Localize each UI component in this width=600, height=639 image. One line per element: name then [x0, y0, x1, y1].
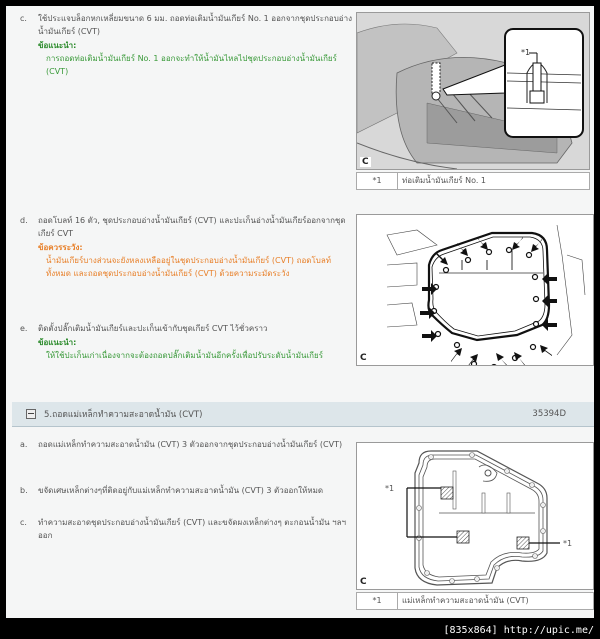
- step-letter: c.: [20, 14, 27, 23]
- section-title: 5.ถอดแม่เหล็กทำความสะอาดน้ำมัน (CVT): [44, 410, 203, 420]
- step-text: ติดตั้งปลั๊กเติมน้ำมันเกียร์และปะเก็นเข้ากับชุดเกียร์ CVT ไว้ชั่วคราว: [38, 324, 268, 333]
- figure-label: C: [360, 353, 367, 363]
- figure-label: C: [360, 577, 367, 587]
- step-text: ถอดแม่เหล็กทำความสะอาดน้ำมัน (CVT) 3 ตัวออกจากชุดประกอบอ่างน้ำมันเกียร์ (CVT): [38, 440, 343, 449]
- hint-title: ข้อแนะนำ:: [38, 41, 77, 50]
- legend-value: ท่อเติมน้ำมันเกียร์ No. 1: [402, 176, 487, 185]
- step-text: ใช้ประแจบล็อกหกเหลี่ยมขนาด 6 มม. ถอดท่อเติมน้ำมันเกียร์ No. 1 ออกจากชุดประกอบอ่างน้ำมันเกียร์ (CVT): [38, 14, 352, 36]
- magnet-location-diagram: [357, 443, 593, 589]
- step-letter: d.: [20, 216, 28, 225]
- image-host-watermark: [835x864] http://upic.me/: [443, 625, 594, 636]
- collapse-toggle-icon[interactable]: [26, 409, 36, 419]
- hint-title: ข้อแนะนำ:: [38, 338, 77, 347]
- legend-key: *1: [357, 173, 398, 189]
- filler-tube-illustration: [357, 13, 589, 169]
- figure-label: C: [362, 157, 369, 167]
- figure-filler-tube: [356, 12, 590, 170]
- figure-legend: [356, 592, 594, 610]
- step-letter: e.: [20, 324, 28, 333]
- hint-text: ให้ใช้ปะเก็นเก่าเนื่องจากจะต้องถอดปลั๊กเติมน้ำมันอีกครั้งเพื่อปรับระดับน้ำมันเกียร์: [46, 351, 324, 360]
- figure-legend: [356, 172, 590, 190]
- step-text: ทำความสะอาดชุดประกอบอ่างน้ำมันเกียร์ (CVT) และขจัดผงเหล็กต่างๆ ตะกอนน้ำมัน ฯลฯ ออก: [38, 518, 347, 540]
- step-letter: a.: [20, 440, 28, 449]
- hint-text: การถอดท่อเติมน้ำมันเกียร์ No. 1 ออกจะทำให้น้ำมันไหลไปชุดประกอบอ่างน้ำมันเกียร์ (CVT): [46, 54, 337, 76]
- figure-oil-cleaner-magnets: [356, 442, 594, 590]
- legend-value: แม่เหล็กทำความสะอาดน้ำมัน (CVT): [402, 596, 529, 605]
- figure-oil-pan-bolts: [356, 214, 594, 366]
- svg-text:*1: *1: [521, 48, 531, 57]
- step-text: ถอดโบลท์ 16 ตัว, ชุดประกอบอ่างน้ำมันเกียร์ (CVT) และปะเก็นอ่างน้ำมันเกียร์ออกจากชุดเกียร์ CVT: [38, 216, 346, 238]
- caution-text: น้ำมันเกียร์บางส่วนจะยังหลงเหลืออยู่ในชุดประกอบอ่างน้ำมันเกียร์ (CVT) ถอดโบลท์ทั้งหมด และถอดชุดประกอบอ่างน้ำมันเกียร์ (CVT) ด้วยความระมัดระวัง: [46, 256, 331, 278]
- oil-pan-bolt-diagram: [357, 215, 593, 365]
- legend-key: *1: [357, 593, 398, 609]
- svg-text:*1: *1: [385, 484, 395, 493]
- step-text: ขจัดเศษเหล็กต่างๆที่ติดอยู่กับแม่เหล็กทำความสะอาดน้ำมัน (CVT) 3 ตัวออกให้หมด: [38, 486, 324, 495]
- section-header-remove-oil-cleaner-magnet[interactable]: [12, 402, 594, 427]
- manual-page: [6, 6, 594, 618]
- step-letter: c.: [20, 518, 27, 527]
- section-code: 35394D: [532, 409, 566, 419]
- caution-title: ข้อควรระวัง:: [38, 243, 83, 252]
- svg-text:*1: *1: [563, 539, 573, 548]
- step-letter: b.: [20, 486, 28, 495]
